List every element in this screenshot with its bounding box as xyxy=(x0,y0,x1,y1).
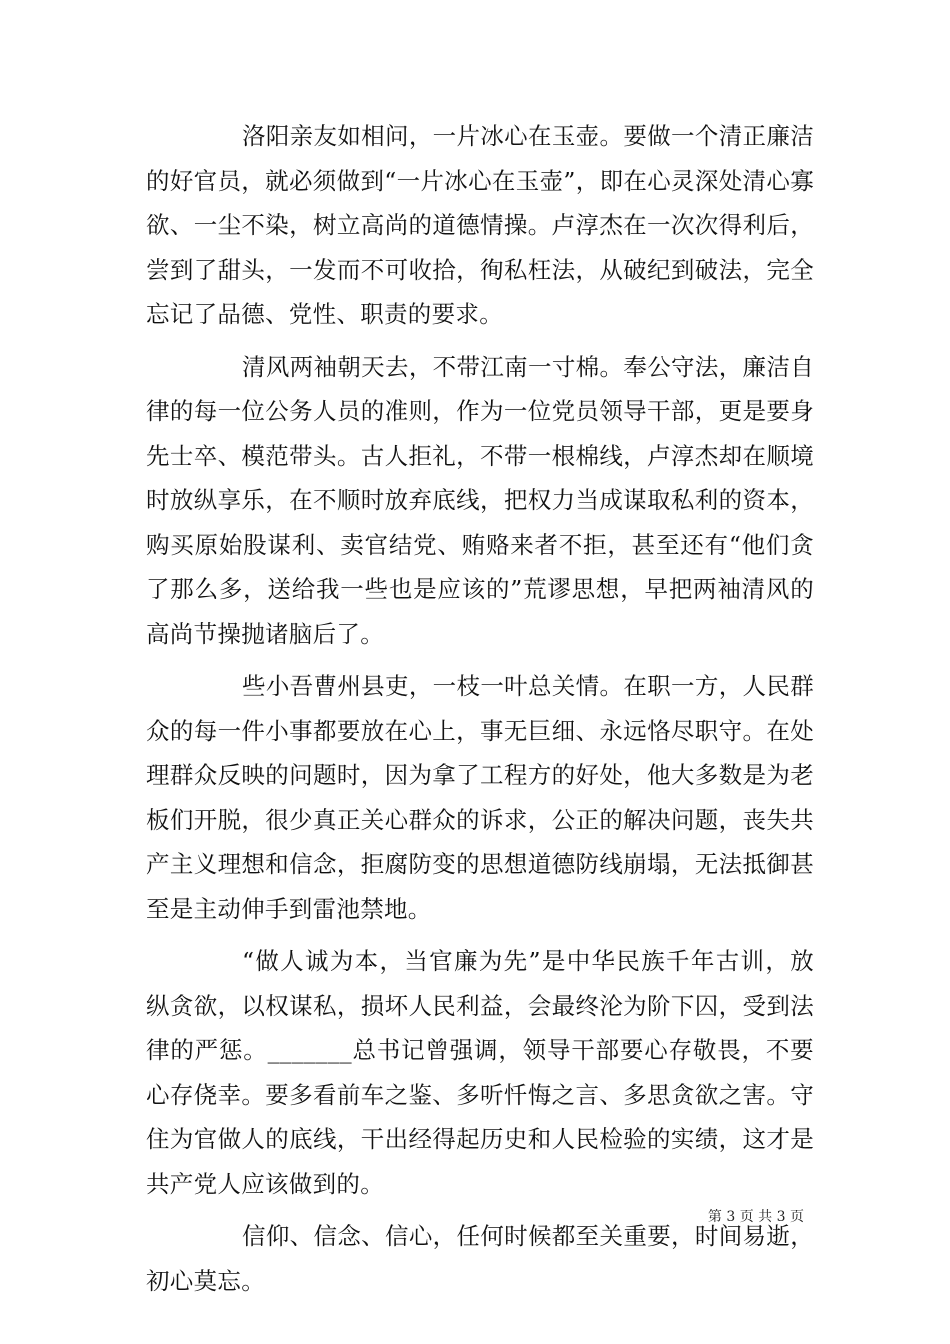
paragraph: 信仰、信念、信心，任何时候都至关重要，时间易逝，初心莫忘。 xyxy=(146,1222,814,1295)
paragraph: “做人诚为本，当官廉为先”是中华民族千年古训，放纵贪欲，以权谋私，损坏人民利益，会最终沦为阶下囚，受到法律的严惩。_______总书记曾强调，领导干部要心存敬畏，不要心存侥幸。要多看前车之鉴、多听忏悔之言、多思贪欲之害。守住为官做人的底线，干出经得起历史和人民检验的实绩，这才是共产党人应该做到的。 xyxy=(146,947,814,1198)
paragraph: 洛阳亲友如相问，一片冰心在玉壶。要做一个清正廉洁的好官员，就必须做到“一片冰心在玉壶”，即在心灵深处清心寡欲、一尘不染，树立高尚的道德情操。卢淳杰在一次次得利后，尝到了甜头，一发而不可收拾，徇私枉法，从破纪到破法，完全忘记了品德、党性、职责的要求。 xyxy=(146,122,814,328)
page-number: 第 3 页 共 3 页 xyxy=(707,1209,804,1225)
paragraph: 清风两袖朝天去，不带江南一寸棉。奉公守法，廉洁自律的每一位公务人员的准则，作为一位党员领导干部，更是要身先士卒、模范带头。古人拒礼，不带一根棉线，卢淳杰却在顺境时放纵享乐，在不顺时放弃底线，把权力当成谋取私利的资本，购买原始股谋利、卖官结党、贿赂来者不拒，甚至还有“他们贪了那么多，送给我一些也是应该的”荒谬思想，早把两袖清风的高尚节操抛诸脑后了。 xyxy=(146,352,814,648)
paragraph: 些小吾曹州县吏，一枝一叶总关情。在职一方，人民群众的每一件小事都要放在心上，事无巨细、永远恪尽职守。在处理群众反映的问题时，因为拿了工程方的好处，他大多数是为老板们开脱，很少真正关心群众的诉求，公正的解决问题，丧失共产主义理想和信念，拒腐防变的思想道德防线崩塌，无法抵御甚至是主动伸手到雷池禁地。 xyxy=(146,672,814,923)
document-body xyxy=(146,114,814,1303)
